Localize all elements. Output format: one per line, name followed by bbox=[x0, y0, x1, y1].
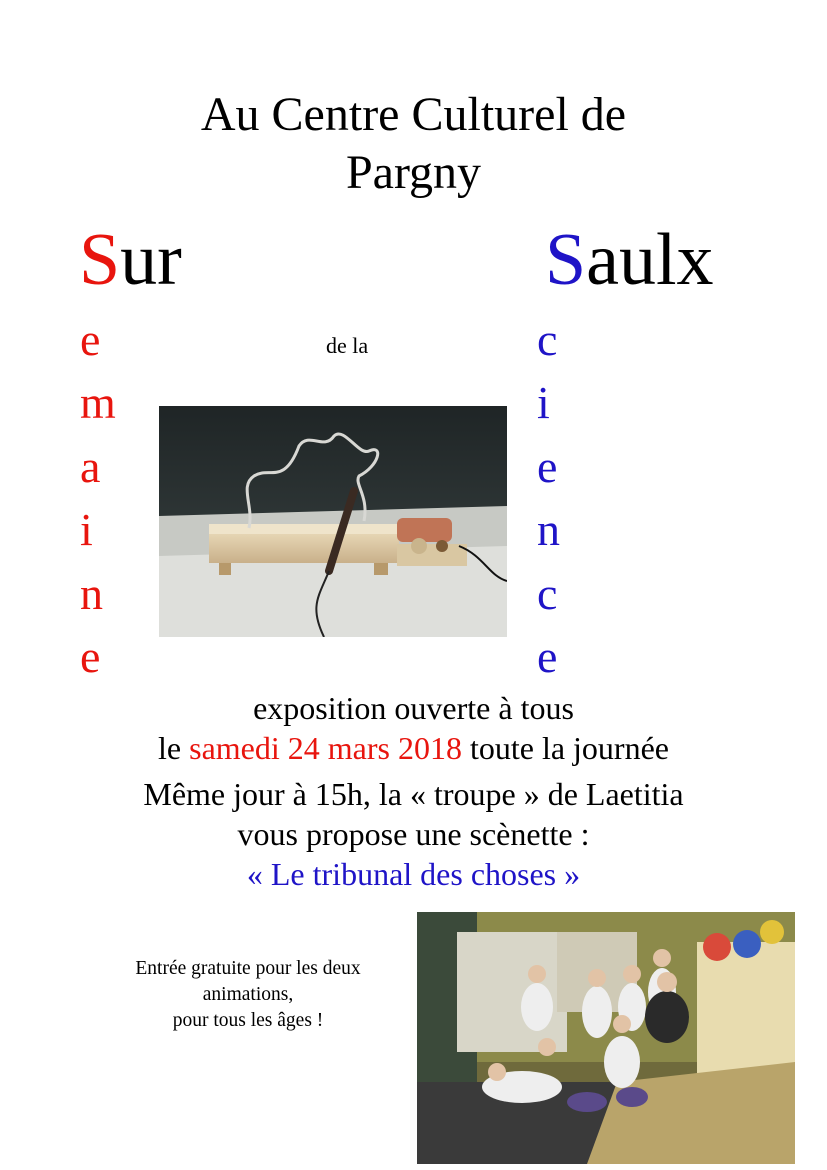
sur-initial: S bbox=[79, 219, 121, 301]
show-line-2: vous propose une scènette : bbox=[237, 816, 590, 852]
entree-line-1: Entrée gratuite pour les deux bbox=[135, 958, 361, 979]
show-line-1: Même jour à 15h, la « troupe » de Laetitia bbox=[143, 776, 684, 812]
connector-text: de la bbox=[326, 333, 369, 358]
heading-sur bbox=[79, 220, 182, 300]
science-letter: i bbox=[537, 377, 550, 429]
science-letter: e bbox=[537, 631, 558, 683]
semaine-letter: n bbox=[80, 567, 103, 619]
expo-line-1: exposition ouverte à tous bbox=[253, 690, 574, 726]
entry-info bbox=[110, 956, 386, 1034]
science-letter: c bbox=[537, 567, 558, 619]
entree-line-3: pour tous les âges ! bbox=[172, 1010, 324, 1031]
semaine-letter: e bbox=[80, 314, 101, 365]
expo-suffix: toute la journée bbox=[461, 730, 669, 766]
science-letter: c bbox=[537, 314, 558, 365]
event-date: samedi 24 mars 2018 bbox=[189, 730, 462, 766]
heading-saulx bbox=[545, 220, 714, 300]
expo-prefix: le bbox=[158, 730, 190, 766]
page-title bbox=[0, 86, 827, 202]
semaine-letter: a bbox=[80, 440, 101, 492]
semaine-letter: e bbox=[80, 631, 101, 683]
show-title: « Le tribunal des choses » bbox=[246, 856, 581, 892]
semaine-letter: i bbox=[80, 504, 93, 556]
sur-rest: ur bbox=[120, 219, 182, 301]
expo-line-2 bbox=[0, 728, 827, 768]
science-letter: n bbox=[537, 504, 560, 556]
saulx-initial: S bbox=[545, 219, 587, 301]
science-vertical bbox=[537, 308, 560, 688]
children-group-photo bbox=[417, 912, 795, 1164]
wire-loop-game-photo bbox=[159, 406, 507, 637]
title-line-2: Pargny bbox=[345, 146, 482, 199]
semaine-letter: m bbox=[80, 377, 116, 429]
event-details bbox=[0, 688, 827, 894]
title-line-1: Au Centre Culturel de bbox=[200, 88, 627, 141]
saulx-rest: aulx bbox=[586, 219, 714, 301]
science-letter: e bbox=[537, 440, 558, 492]
entree-line-2: animations, bbox=[202, 984, 294, 1005]
semaine-vertical bbox=[80, 308, 116, 688]
